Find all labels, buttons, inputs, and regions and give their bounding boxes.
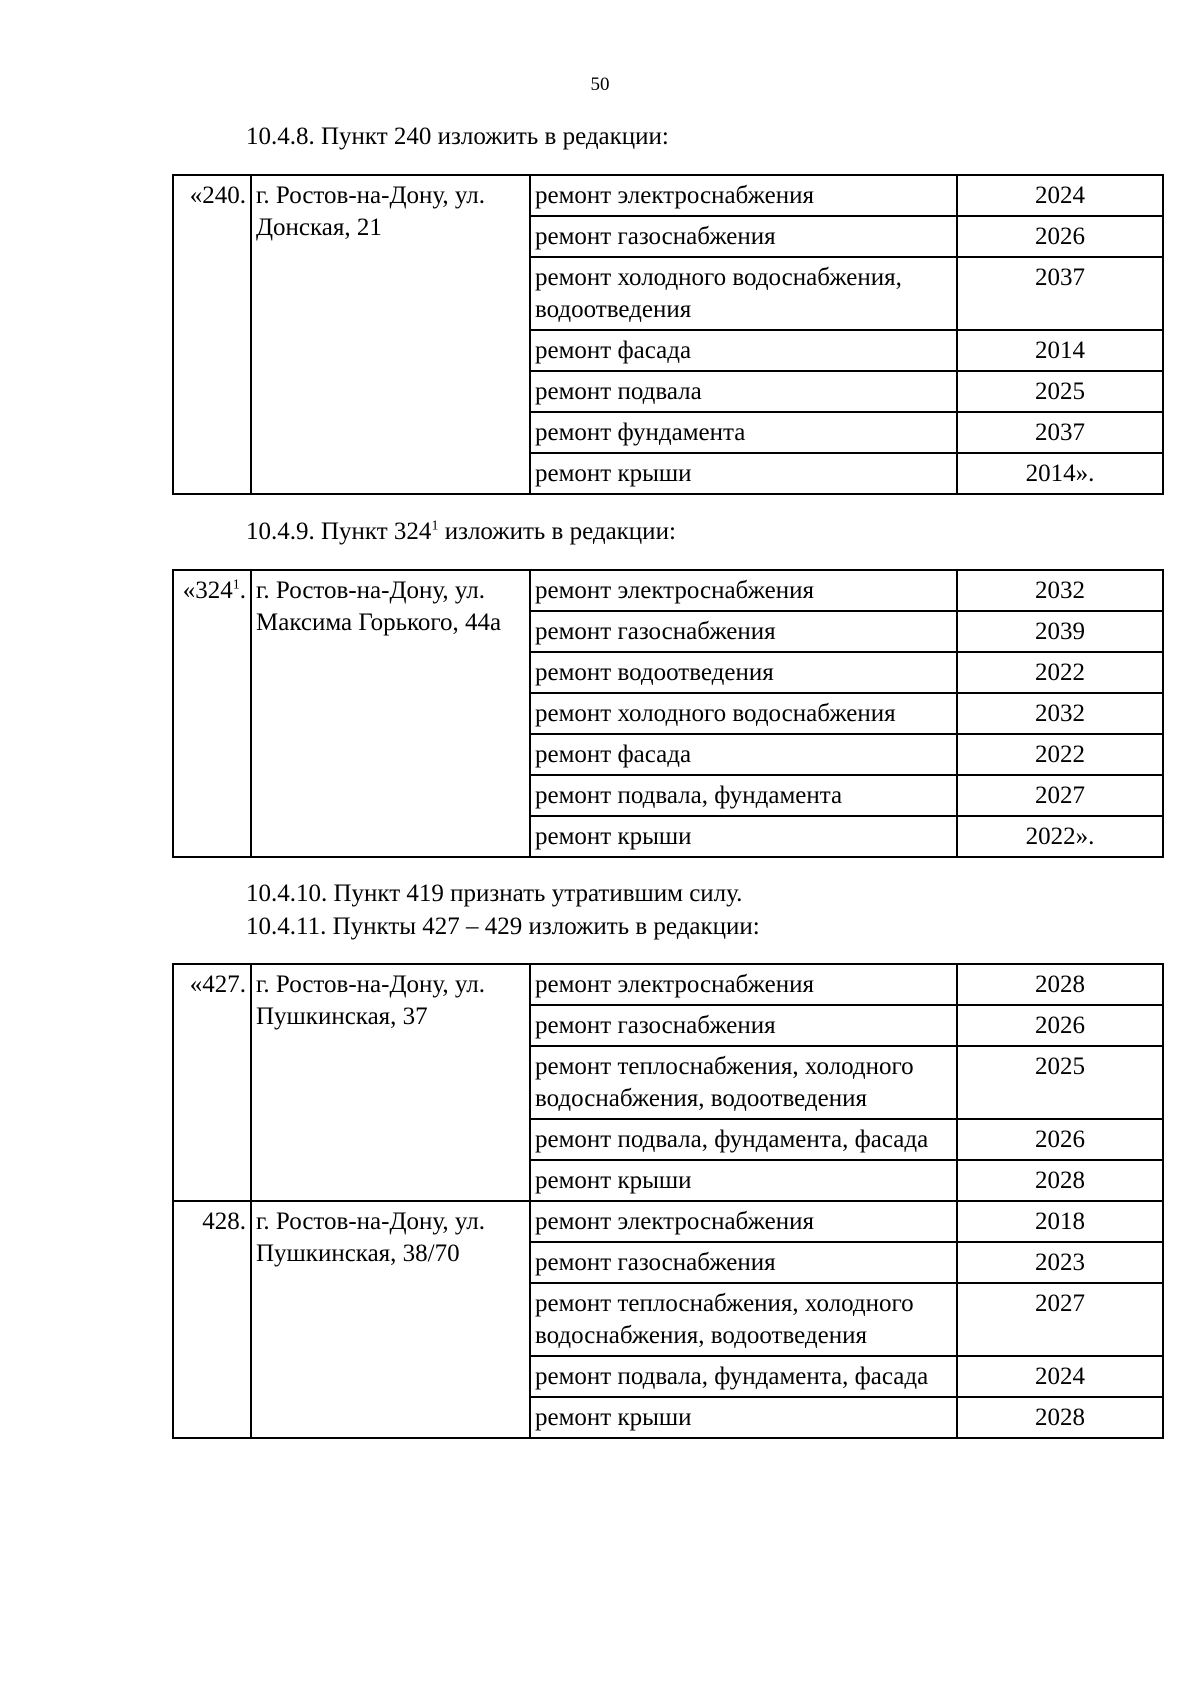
item-number: «240. bbox=[173, 175, 251, 494]
table-item-324-1 bbox=[172, 569, 1164, 858]
work-year: 2022». bbox=[957, 816, 1163, 857]
item-number bbox=[173, 570, 251, 857]
work-year: 2032 bbox=[957, 570, 1163, 611]
work-name: ремонт теплоснабжения, холодного водоснабжения, водоотведения bbox=[530, 1046, 957, 1119]
work-name: ремонт фасада bbox=[530, 734, 957, 775]
item-address: г. Ростов-на-Дону, ул. Донская, 21 bbox=[251, 175, 530, 494]
work-year: 2028 bbox=[957, 964, 1163, 1005]
page-number: 50 bbox=[590, 74, 610, 95]
work-name: ремонт крыши bbox=[530, 1397, 957, 1438]
work-year: 2032 bbox=[957, 693, 1163, 734]
work-year: 2027 bbox=[957, 1283, 1163, 1356]
work-year: 2022 bbox=[957, 734, 1163, 775]
note-419-repealed: 10.4.10. Пункт 419 признать утратившим силу. bbox=[246, 880, 743, 907]
work-name: ремонт электроснабжения bbox=[530, 1201, 957, 1242]
section-heading-324 bbox=[246, 517, 676, 547]
work-name: ремонт теплоснабжения, холодного водоснабжения, водоотведения bbox=[530, 1283, 957, 1356]
work-name: ремонт электроснабжения bbox=[530, 570, 957, 611]
work-year: 2014». bbox=[957, 453, 1163, 494]
work-year: 2022 bbox=[957, 652, 1163, 693]
work-name: ремонт газоснабжения bbox=[530, 1242, 957, 1283]
work-year: 2037 bbox=[957, 412, 1163, 453]
item-number: 428. bbox=[173, 1201, 251, 1438]
work-year: 2026 bbox=[957, 1005, 1163, 1046]
table-row bbox=[173, 964, 1163, 1005]
work-year: 2028 bbox=[957, 1397, 1163, 1438]
item-number-dot: . bbox=[239, 577, 246, 604]
work-name: ремонт крыши bbox=[530, 1160, 957, 1201]
work-name: ремонт подвала bbox=[530, 371, 957, 412]
work-name: ремонт фундамента bbox=[530, 412, 957, 453]
table-items-427-428 bbox=[172, 963, 1164, 1439]
work-year: 2039 bbox=[957, 611, 1163, 652]
work-name: ремонт водоотведения bbox=[530, 652, 957, 693]
work-year: 2026 bbox=[957, 1119, 1163, 1160]
item-address: г. Ростов-на-Дону, ул. Пушкинская, 38/70 bbox=[251, 1201, 530, 1438]
heading-text: 10.4.9. Пункт 324 bbox=[246, 518, 432, 545]
section-heading-427-429: 10.4.11. Пункты 427 – 429 изложить в редакции: bbox=[246, 913, 760, 940]
work-name: ремонт холодного водоснабжения bbox=[530, 693, 957, 734]
work-name: ремонт подвала, фундамента, фасада bbox=[530, 1119, 957, 1160]
work-year: 2026 bbox=[957, 216, 1163, 257]
work-name: ремонт подвала, фундамента bbox=[530, 775, 957, 816]
work-name: ремонт электроснабжения bbox=[530, 964, 957, 1005]
work-year: 2023 bbox=[957, 1242, 1163, 1283]
work-year: 2027 bbox=[957, 775, 1163, 816]
table-item-240 bbox=[172, 174, 1164, 495]
heading-superscript: 1 bbox=[431, 518, 439, 534]
work-year: 2024 bbox=[957, 1356, 1163, 1397]
work-year: 2037 bbox=[957, 257, 1163, 330]
work-year: 2024 bbox=[957, 175, 1163, 216]
work-name: ремонт фасада bbox=[530, 330, 957, 371]
work-name: ремонт газоснабжения bbox=[530, 216, 957, 257]
work-year: 2014 bbox=[957, 330, 1163, 371]
work-name: ремонт электроснабжения bbox=[530, 175, 957, 216]
work-name: ремонт крыши bbox=[530, 816, 957, 857]
section-heading-240: 10.4.8. Пункт 240 изложить в редакции: bbox=[246, 123, 669, 150]
work-year: 2025 bbox=[957, 1046, 1163, 1119]
work-year: 2018 bbox=[957, 1201, 1163, 1242]
table-row bbox=[173, 175, 1163, 216]
work-name: ремонт газоснабжения bbox=[530, 1005, 957, 1046]
work-year: 2028 bbox=[957, 1160, 1163, 1201]
item-number-text: «324 bbox=[182, 577, 233, 604]
work-name: ремонт подвала, фундамента, фасада bbox=[530, 1356, 957, 1397]
work-name: ремонт газоснабжения bbox=[530, 611, 957, 652]
heading-text-rest: изложить в редакции: bbox=[438, 518, 676, 545]
work-year: 2025 bbox=[957, 371, 1163, 412]
table-row bbox=[173, 1201, 1163, 1242]
work-name: ремонт крыши bbox=[530, 453, 957, 494]
item-address: г. Ростов-на-Дону, ул. Пушкинская, 37 bbox=[251, 964, 530, 1201]
work-name: ремонт холодного водоснабжения, водоотведения bbox=[530, 257, 957, 330]
item-address: г. Ростов-на-Дону, ул. Максима Горького, 44а bbox=[251, 570, 530, 857]
item-number: «427. bbox=[173, 964, 251, 1201]
table-row bbox=[173, 570, 1163, 611]
item-number-superscript: 1 bbox=[232, 577, 240, 593]
